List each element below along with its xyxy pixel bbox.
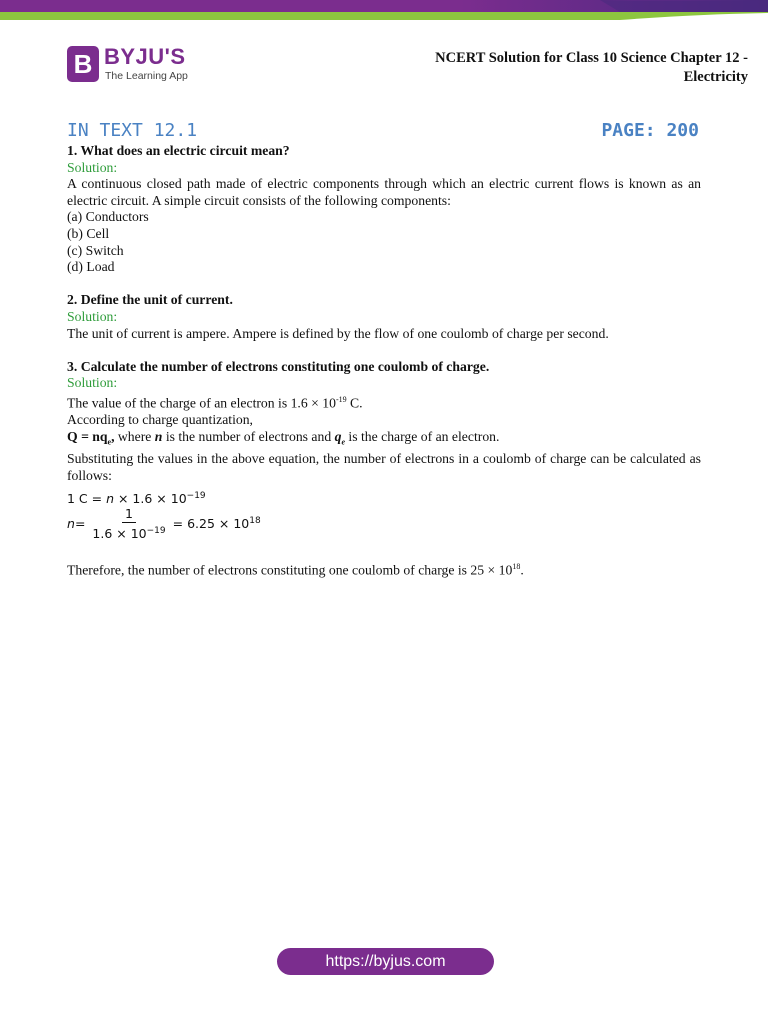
header-title-line1: NCERT Solution for Class 10 Science Chapter 12 - xyxy=(435,50,748,66)
header-title-line2: Electricity xyxy=(683,69,748,85)
page-number-label: PAGE: 200 xyxy=(601,120,699,141)
equation-2: n = $\frac{1}{1.6 \times 10^{-19}}$ = 6.25 × 10 $^{18}$ xyxy=(67,506,261,542)
answer-3-line-1: The value of the charge of an electron is $1.6 \times 10^{-19}$ C. xyxy=(67,394,363,411)
answer-3-line-4: Substituting the values in the above equation, the number of electrons in a coulomb of charge can be calculated as follows: xyxy=(67,450,701,483)
answer-1: A continuous closed path made of electric components through which an electric current flows is known as an electric circuit. A simple circuit consists of the following components: xyxy=(67,176,701,208)
section-label: IN TEXT 12.1 xyxy=(67,120,198,141)
logo-wordmark: BYJU'S xyxy=(104,44,186,69)
document-header-title xyxy=(388,49,748,87)
section-heading-row xyxy=(67,120,699,144)
answer-2: The unit of current is ampere. Ampere is defined by the flow of one coulomb of charge per second. xyxy=(67,325,609,341)
answer-3-line-2: According to charge quantization, xyxy=(67,412,253,428)
question-3: 3. Calculate the number of electrons constituting one coulomb of charge. xyxy=(67,358,490,374)
solution-label-2: Solution: xyxy=(67,308,118,324)
list-item: (b) Cell xyxy=(67,225,110,241)
logo-tagline: The Learning App xyxy=(105,70,188,82)
answer-3-line-3: $Q = nq_e$, where n is the number of electrons and $q_e$ is the charge of an electron. xyxy=(67,428,500,447)
list-item: (c) Switch xyxy=(67,242,124,258)
solution-label-3: Solution: xyxy=(67,375,118,391)
footer-url-text[interactable]: https://byjus.com xyxy=(325,953,446,970)
fraction: $\frac{1}{1.6 \times 10^{-19}}$ xyxy=(92,506,166,542)
logo-mark: B xyxy=(67,46,99,82)
top-decorative-bar xyxy=(0,0,768,22)
solution-label-1: Solution: xyxy=(67,159,118,175)
answer-3-conclusion: Therefore, the number of electrons constituting one coulomb of charge is $25 \times 10^{18}$. xyxy=(67,561,524,578)
byjus-logo xyxy=(67,44,217,86)
question-1: 1. What does an electric circuit mean? xyxy=(67,143,290,158)
list-item: (d) Load xyxy=(67,259,115,275)
document-body xyxy=(67,143,701,579)
list-item: (a) Conductors xyxy=(67,209,149,225)
equation-1: 1 $C = n \times 1.6 \times 10^{-19}$ xyxy=(67,491,206,507)
footer-url-button[interactable] xyxy=(277,948,494,975)
question-2: 2. Define the unit of current. xyxy=(67,292,233,308)
